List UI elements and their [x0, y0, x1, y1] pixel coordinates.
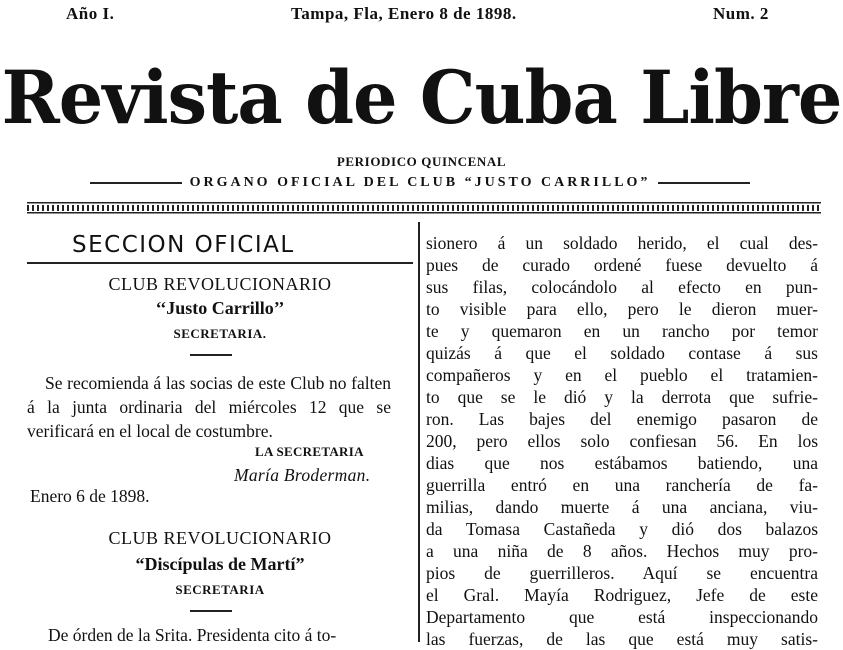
club2-secretaria: SECRETARIA [175, 582, 265, 597]
article-line: Departamento que está inspeccionando [426, 607, 818, 627]
notice-date: Enero 6 de 1898. [30, 486, 150, 506]
article-line: to que se le dió y la derrota que sufrie- [426, 387, 818, 407]
article-line: 200, pero ellos solo confiesan 56. En los [426, 431, 818, 451]
article-line: pios de guerrilleros. Aquí se encuentra [426, 563, 818, 583]
article-line: quizás á que el soldado contase á sus [426, 343, 818, 363]
issue-number: Num. 2 [713, 4, 769, 23]
article-line: da Tomasa Castañeda y dió dos balazos [426, 519, 818, 539]
article-line: las fuerzas, de las que está muy satis- [426, 629, 818, 649]
article-line: milias, dando muerte á una anciana, viu- [426, 497, 818, 517]
article-line: te y quemaron en un rancho por temor [426, 321, 818, 341]
signature-label: LA SECRETARIA [255, 444, 364, 459]
section-rule [27, 262, 413, 264]
article-line: el Gral. Mayía Rodriguez, Jefe de este [426, 585, 818, 605]
club1-secretaria: SECRETARIA. [173, 326, 267, 341]
club1-title: CLUB REVOLUCIONARIO [108, 274, 332, 294]
club2-name: “Discípulas de Martí” [135, 554, 305, 574]
article-line: sus filas, colocándolo al efecto en pun- [426, 277, 818, 297]
article-line: a una niña de 8 años. Hechos muy pro- [426, 541, 818, 561]
article-line: to visible para ello, pero le dieron muer- [426, 299, 818, 319]
newspaper-title: Revista de Cuba Libre [1, 53, 842, 142]
organ-text: ORGANO OFICIAL DEL CLUB “JUSTO CARRILLO” [189, 175, 651, 190]
club1-name: ‘‘Justo Carrillo’’ [155, 298, 285, 318]
signature-name: María Broderman. [234, 465, 371, 485]
article-line: sionero á un soldado herido, el cual des- [426, 233, 818, 253]
ornamental-divider [27, 200, 821, 216]
short-divider [190, 354, 232, 356]
section-title: SECCION OFICIAL [72, 232, 295, 258]
order-paragraph: De órden de la Srita. Presidenta cito á to- [48, 625, 337, 645]
place-date: Tampa, Fla, Enero 8 de 1898. [291, 4, 517, 23]
article-line: pues de curado ordené fuese devuelto á [426, 255, 818, 275]
article-line: compañeros y en el pueblo el tratamien- [426, 365, 818, 385]
periodicity-subtitle: PERIODICO QUINCENAL [336, 154, 507, 169]
notice-paragraph: Se recomienda á las socias de este Club no falten á la junta ordinaria del miércoles 12 que se verificará en el local de costumbre. [27, 373, 391, 441]
article-line: dias que nos estábamos batiendo, una [426, 453, 818, 473]
column-rule [418, 222, 420, 642]
club2-title: CLUB REVOLUCIONARIO [108, 528, 332, 548]
dash-rule-right [658, 182, 750, 184]
organ-line [90, 175, 750, 191]
article-line: ron. Las bajes del enemigo pasaron de [426, 409, 818, 429]
volume-label: Año I. [66, 4, 115, 23]
article-column [426, 232, 818, 650]
short-divider [190, 610, 232, 612]
article-line: guerrilla entró en una ranchería de fa- [426, 475, 818, 495]
dash-rule-left [90, 182, 182, 184]
